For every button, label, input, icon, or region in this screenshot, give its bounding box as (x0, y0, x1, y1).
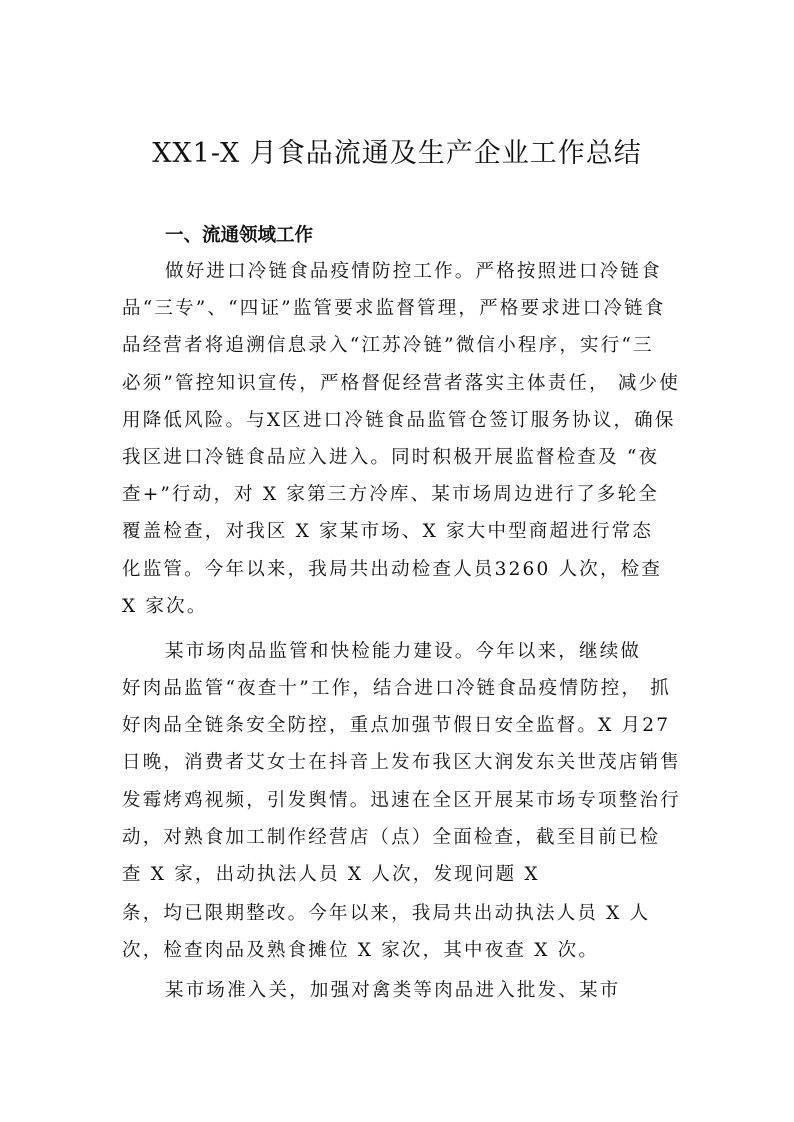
paragraph-line: 品“三专”、“四证”监管要求监督管理，严格要求进口冷链食 (122, 298, 666, 319)
paragraph-line: 做好进口冷链食品疫情防控工作。严格按照进口冷链食 (165, 261, 662, 282)
paragraph-line: 次，检查肉品及熟食摊位 X 家次，其中夜查 X 次。 (122, 940, 600, 961)
paragraph-line: 查+”行动，对 X 家第三方冷库、某市场周边进行了多轮全 (122, 484, 659, 505)
paragraph-line: 动，对熟食加工制作经营店（点）全面检查，截至目前已检 (122, 827, 661, 848)
paragraph-line: 用降低风险。与X区进口冷链食品监管仓签订服务协议，确保 (122, 410, 676, 431)
paragraph-line: 必须”管控知识宣传，严格督促经营者落实主体责任， 减少使 (122, 373, 680, 394)
paragraph-line: 发霉烤鸡视频，引发舆情。迅速在全区开展某市场专项整治行 (122, 790, 681, 811)
paragraph-line: 好肉品全链条安全防控，重点加强节假日安全监督。X 月27 (122, 715, 671, 736)
document-title: XX1-X 月食品流通及生产企业工作总结 (152, 138, 642, 169)
paragraph-line: 覆盖检查，对我区 X 家某市场、X 家大中型商超进行常态 (122, 521, 654, 542)
section-heading-circulation: 一、流通领域工作 (165, 225, 314, 246)
paragraph-line: 化监管。今年以来，我局共出动检查人员3260 人次，检查 (122, 559, 663, 580)
paragraph-line: 条，均已限期整改。今年以来，我局共出动执法人员 X 人 (122, 903, 651, 924)
paragraph-line: 好肉品监管“夜查十”工作，结合进口冷链食品疫情防控， 抓 (122, 678, 671, 699)
paragraph-line: 日晚，消费者艾女士在抖音上发布我区大润发东关世茂店销售 (122, 752, 681, 773)
paragraph-line: 某市场准入关，加强对禽类等肉品进入批发、某市 (165, 980, 621, 1001)
paragraph-line: X 家次。 (122, 596, 208, 617)
paragraph-line: 某市场肉品监管和快检能力建设。今年以来，继续做 (165, 641, 642, 662)
paragraph-line: 查 X 家，出动执法人员 X 人次，发现问题 X (122, 864, 540, 885)
paragraph-line: 我区进口冷链食品应入进入。同时积极开展监督检查及 “夜 (122, 447, 660, 468)
paragraph-line: 品经营者将追溯信息录入“江苏冷链”微信小程序，实行“三 (122, 335, 654, 356)
